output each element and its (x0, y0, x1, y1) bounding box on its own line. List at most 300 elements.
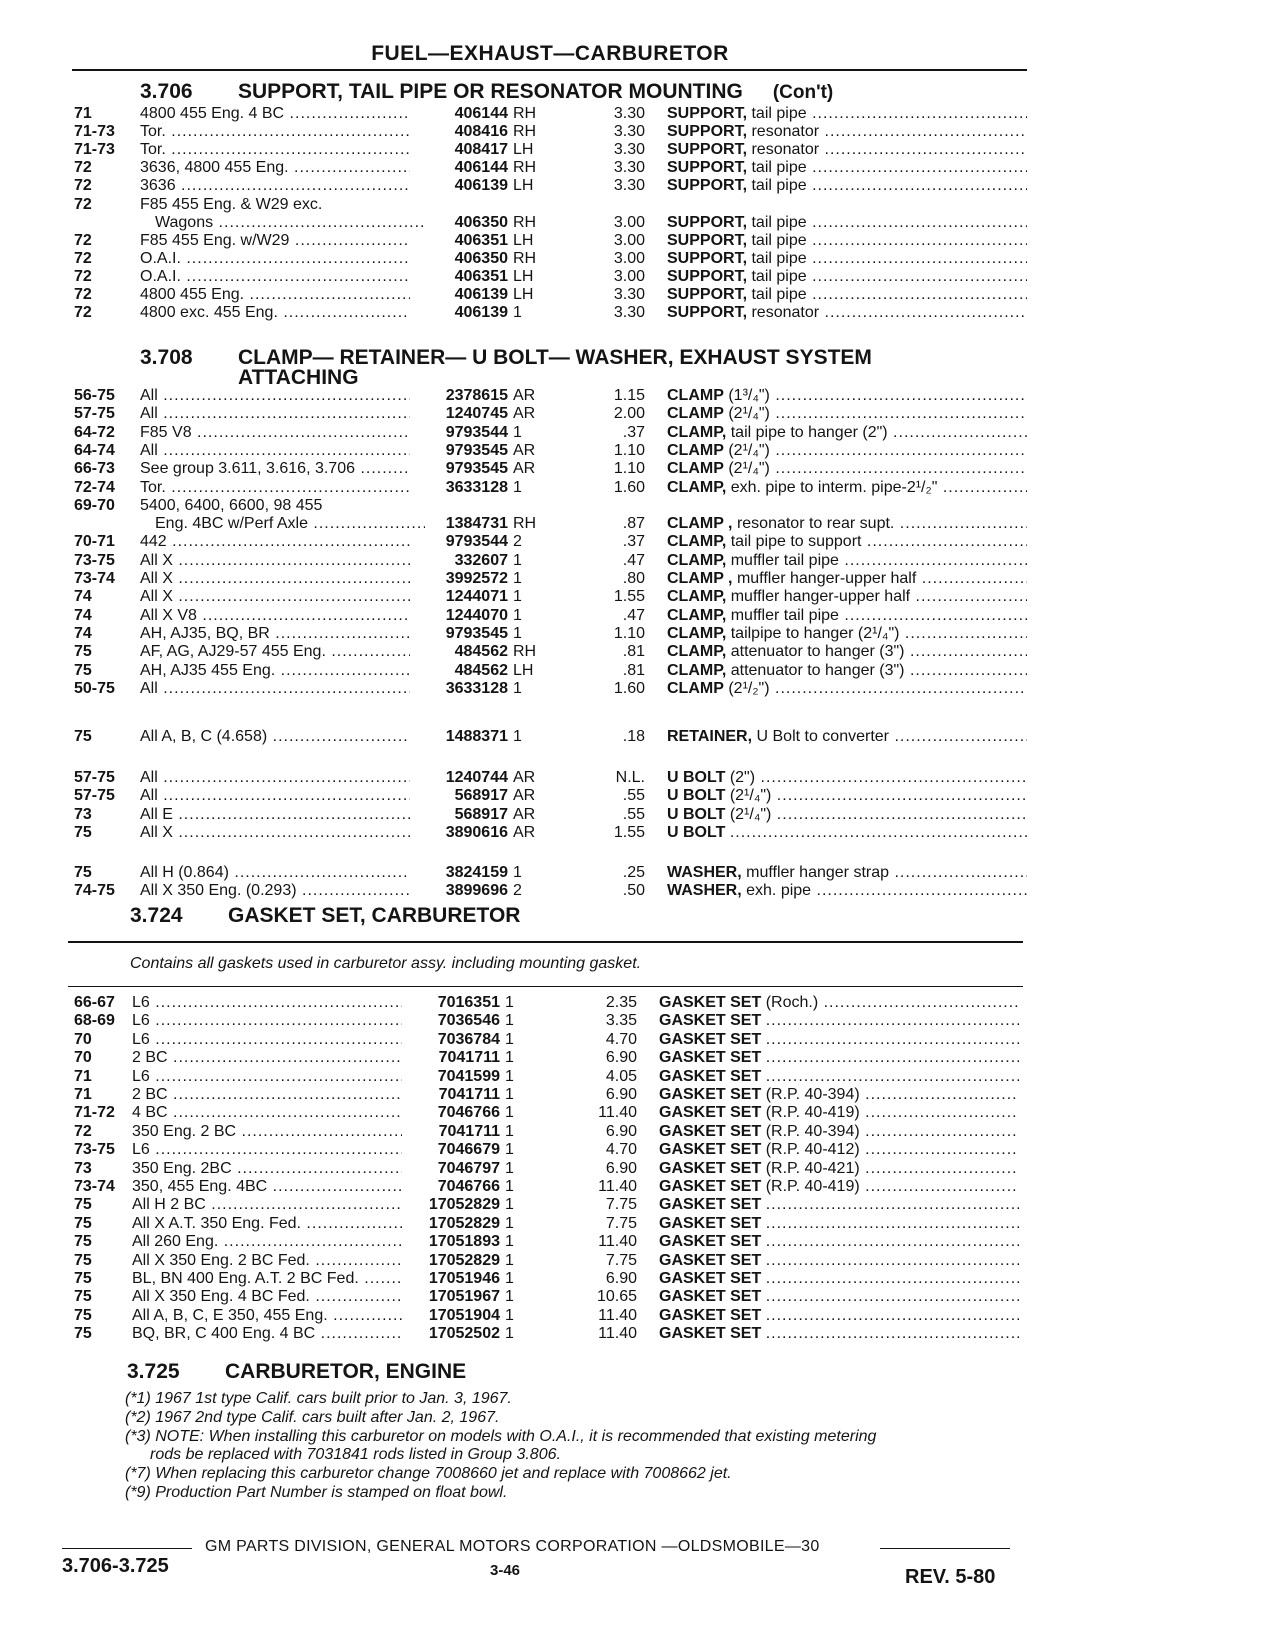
part-number: 9793545 (445, 441, 508, 459)
part-name-primary: GASKET SET (659, 1122, 762, 1140)
model-description: All ..... (140, 404, 410, 423)
part-number: 7036784 (437, 1030, 500, 1048)
table-row (0, 1103, 1280, 1122)
part-name-detail: (1³/₄") (728, 387, 770, 404)
part-name-detail: resonator (751, 141, 820, 159)
year-range: 73 (74, 1159, 92, 1177)
quantity: 1 (505, 1270, 514, 1287)
model-description: All X 350 Eng. 2 BC Fed. ..... (132, 1251, 402, 1270)
part-name (659, 1306, 1019, 1325)
table-row (0, 532, 1280, 551)
part-name-detail: muffler hanger-upper half (730, 588, 911, 606)
year-range: 71 (74, 1086, 92, 1103)
model-description: 4 BC ..... (132, 1103, 402, 1122)
part-number: 1244071 (445, 588, 508, 606)
part-name (659, 993, 1019, 1012)
model-description: 350 Eng. 2BC ..... (132, 1159, 402, 1178)
model-description: 350, 455 Eng. 4BC ..... (132, 1177, 402, 1196)
quantity: 1 (513, 423, 522, 441)
price: 1.10 (613, 441, 645, 459)
part-name-detail: tail pipe (751, 105, 807, 122)
quantity: 2 (513, 533, 522, 551)
part-name (659, 1232, 1019, 1251)
part-name (667, 768, 1027, 787)
table-row (0, 176, 1280, 195)
part-name-detail: (R.P. 40-419) (765, 1178, 860, 1195)
price: 1.55 (613, 823, 645, 841)
section-3708-heading (140, 348, 872, 388)
part-number: 1488371 (445, 728, 508, 745)
model-description: F85 455 Eng. & W29 exc. (140, 195, 323, 213)
part-name (667, 606, 1027, 625)
part-name-primary: CLAMP, (667, 661, 727, 679)
price: 1.10 (613, 460, 645, 478)
price: .55 (622, 805, 645, 823)
part-name (659, 1067, 1019, 1086)
part-name (667, 727, 1027, 746)
table-row (0, 478, 1280, 497)
part-name (667, 661, 1027, 680)
year-range: 75 (74, 1306, 92, 1324)
table-row (0, 1287, 1280, 1306)
part-name-primary: U BOLT (667, 823, 726, 841)
part-name (667, 478, 1027, 497)
price: 3.30 (613, 123, 645, 141)
year-range: 71-73 (74, 123, 115, 141)
part-number: 17051967 (428, 1288, 500, 1306)
part-name (659, 1177, 1019, 1196)
table-row (0, 805, 1280, 824)
model-description: O.A.I. ..... (140, 267, 410, 286)
year-range: 71 (74, 105, 92, 122)
model-description: O.A.I. ..... (140, 249, 410, 268)
part-name-primary: CLAMP, (667, 624, 727, 642)
quantity: 1 (505, 1288, 514, 1306)
part-number: 17052502 (428, 1325, 500, 1343)
section-title: CLAMP— RETAINER— U BOLT— WASHER, EXHAUST SYSTEM (238, 346, 872, 369)
year-range: 72 (74, 177, 92, 195)
part-name-detail: (R.P. 40-412) (765, 1141, 860, 1159)
table-row (0, 249, 1280, 268)
model-description: AF, AG, AJ29-57 455 Eng. ..... (140, 642, 410, 661)
footer-page-number: 3-46 (490, 1562, 521, 1579)
quantity: 1 (513, 304, 522, 322)
table-row (0, 441, 1280, 460)
part-name-detail: exh. pipe to interm. pipe-2¹/₂" (730, 478, 938, 496)
price: .37 (622, 533, 645, 551)
table-row (0, 642, 1280, 661)
part-number: 406144 (454, 105, 508, 122)
note-rule (68, 986, 1023, 987)
part-number: 7046766 (437, 1178, 500, 1195)
model-description: BL, BN 400 Eng. A.T. 2 BC Fed. ..... (132, 1269, 402, 1288)
part-number: 7046797 (437, 1159, 500, 1177)
section-subtitle: ATTACHING (238, 366, 359, 389)
part-name-primary: SUPPORT, (667, 286, 748, 303)
table-row (0, 267, 1280, 286)
footnote: (*7) When replacing this carburetor change 7008660 jet and replace with 7008662 jet. (125, 1465, 732, 1482)
part-name (659, 1269, 1019, 1288)
price: .81 (622, 643, 645, 661)
part-name (667, 176, 1027, 195)
part-name (659, 1324, 1019, 1343)
part-name (667, 881, 1027, 900)
model-description: L6 ..... (132, 1011, 402, 1030)
quantity: LH (513, 661, 534, 679)
part-name-primary: GASKET SET (659, 1086, 762, 1103)
part-number: 1240745 (445, 405, 508, 423)
year-range: 72 (74, 267, 92, 285)
year-range: 74 (74, 624, 92, 642)
year-range: 71 (74, 1067, 92, 1085)
part-number: 408416 (454, 123, 508, 141)
part-name (667, 642, 1027, 661)
price: .50 (622, 882, 645, 900)
model-description: AH, AJ35 455 Eng. ..... (140, 661, 410, 680)
part-number: 3633128 (445, 478, 508, 496)
part-number: 3899696 (445, 882, 508, 900)
table-row (0, 1324, 1280, 1343)
model-description: All X ..... (140, 823, 410, 842)
part-name (667, 786, 1027, 805)
part-name (667, 679, 1027, 698)
price: .18 (622, 728, 645, 745)
footnote: (*9) Production Part Number is stamped on float bowl. (125, 1484, 508, 1501)
year-range: 75 (74, 1196, 92, 1214)
part-number: 17052829 (428, 1251, 500, 1269)
part-name-primary: CLAMP, (667, 533, 727, 551)
year-range: 75 (74, 1288, 92, 1306)
model-description: See group 3.611, 3.616, 3.706 ..... (140, 459, 410, 478)
part-name-detail: resonator (751, 123, 820, 141)
year-range: 74-75 (74, 882, 115, 900)
section-3725-heading (127, 1362, 466, 1382)
table-row (0, 514, 1280, 533)
part-name (667, 459, 1027, 478)
part-name-detail: tail pipe to hanger (2") (730, 423, 888, 441)
part-name-detail: U Bolt to converter (756, 728, 889, 745)
part-name (667, 514, 1027, 533)
table-row (0, 140, 1280, 159)
part-name-primary: CLAMP (667, 405, 724, 423)
part-number: 3633128 (445, 679, 508, 697)
part-name (659, 1251, 1019, 1270)
part-name (667, 423, 1027, 442)
table-row (0, 1122, 1280, 1141)
quantity: LH (513, 286, 534, 303)
quantity: 1 (505, 1251, 514, 1269)
quantity: 1 (513, 478, 522, 496)
quantity: 1 (513, 728, 522, 745)
part-name-primary: GASKET SET (659, 994, 762, 1011)
part-name (659, 1085, 1019, 1104)
year-range: 75 (74, 823, 92, 841)
part-name (659, 1195, 1019, 1214)
table-row (0, 459, 1280, 478)
quantity: RH (513, 643, 537, 661)
part-name-detail: tail pipe (751, 286, 807, 303)
quantity: AR (513, 405, 536, 423)
table-row (0, 1214, 1280, 1233)
part-name-detail: tailpipe to hanger (2¹/₄") (730, 624, 900, 642)
year-range: 71-72 (74, 1104, 115, 1122)
price: 1.55 (613, 588, 645, 606)
part-name-detail: (2¹/₄") (728, 460, 770, 478)
table-row (0, 823, 1280, 842)
quantity: 1 (513, 551, 522, 569)
quantity: RH (513, 105, 537, 122)
part-name-primary: WASHER, (667, 882, 742, 900)
part-name (667, 569, 1027, 588)
model-description: All H 2 BC ..... (132, 1195, 402, 1214)
year-range: 70 (74, 1030, 92, 1048)
quantity: 1 (505, 1086, 514, 1103)
part-name-detail: (2¹/₄") (729, 787, 772, 805)
model-description: Tor. ..... (140, 122, 410, 141)
part-name-primary: RETAINER, (667, 728, 753, 745)
table-row (0, 863, 1280, 882)
part-number: 7041599 (437, 1067, 500, 1085)
quantity: 1 (513, 606, 522, 624)
price: 1.60 (613, 679, 645, 697)
table-row (0, 727, 1280, 746)
part-name-primary: SUPPORT, (667, 267, 748, 285)
part-number: 332607 (454, 551, 508, 569)
year-range: 57-75 (74, 405, 115, 423)
part-name-primary: CLAMP (667, 460, 724, 478)
quantity: 1 (505, 994, 514, 1011)
section-3724-heading (130, 906, 520, 926)
part-number: 406351 (454, 267, 508, 285)
year-range: 50-75 (74, 679, 115, 697)
header-rule (72, 69, 1027, 71)
table-row (0, 386, 1280, 405)
price: .47 (622, 551, 645, 569)
table-row (0, 1048, 1280, 1067)
part-number: 3824159 (445, 864, 508, 881)
part-name (659, 1030, 1019, 1049)
table-row (0, 404, 1280, 423)
part-name-detail: muffler hanger strap (746, 864, 890, 881)
table-row (0, 768, 1280, 787)
part-name (667, 285, 1027, 304)
year-range: 69-70 (74, 496, 115, 514)
part-name-detail: (2¹/₄") (729, 805, 772, 823)
part-name-primary: GASKET SET (659, 1141, 762, 1159)
part-name-detail: muffler tail pipe (730, 606, 839, 624)
section-title: GASKET SET, CARBURETOR (228, 904, 521, 927)
model-description: 3636 ..... (140, 176, 410, 195)
year-range: 74 (74, 606, 92, 624)
model-description: All X V8 ..... (140, 606, 410, 625)
quantity: AR (513, 460, 536, 478)
year-range: 72 (74, 231, 92, 249)
quantity: 1 (505, 1141, 514, 1159)
footnote: (*1) 1967 1st type Calif. cars built prior to Jan. 3, 1967. (125, 1390, 512, 1407)
table-row (0, 587, 1280, 606)
footnote: (*2) 1967 2nd type Calif. cars built after Jan. 2, 1967. (125, 1409, 500, 1426)
model-description: Tor. ..... (140, 140, 410, 159)
price: 11.40 (598, 1233, 637, 1251)
model-description: All A, B, C, E 350, 455 Eng. ..... (132, 1306, 402, 1325)
part-number: 17051904 (428, 1306, 500, 1324)
year-range: 73 (74, 805, 92, 823)
year-range: 68-69 (74, 1012, 115, 1030)
part-number: 9793545 (445, 460, 508, 478)
part-name-primary: SUPPORT, (667, 123, 748, 141)
model-description: All X 350 Eng. (0.293) ..... (140, 881, 410, 900)
price: .80 (622, 570, 645, 587)
model-description: 2 BC ..... (132, 1048, 402, 1067)
part-number: 484562 (454, 643, 508, 661)
model-description: 350 Eng. 2 BC ..... (132, 1122, 402, 1141)
part-name-detail: (R.P. 40-394) (765, 1086, 860, 1103)
year-range: 75 (74, 1233, 92, 1251)
part-name-detail: (Roch.) (765, 994, 819, 1011)
part-name (659, 1103, 1019, 1122)
part-name-detail: tail pipe (751, 267, 807, 285)
quantity: 1 (505, 1104, 514, 1122)
price: 4.70 (605, 1141, 637, 1159)
part-number: 7041711 (438, 1049, 500, 1067)
part-number: 9793544 (445, 533, 508, 551)
year-range: 64-72 (74, 423, 115, 441)
part-name-detail: tail pipe (751, 177, 807, 195)
footer-rule-left (62, 1548, 192, 1549)
part-name-primary: SUPPORT, (667, 231, 748, 249)
price: 11.40 (598, 1178, 637, 1195)
part-name-primary: GASKET SET (659, 1214, 762, 1232)
footnote: (*3) NOTE: When installing this carburetor on models with O.A.I., it is recommended that existing metering (125, 1428, 877, 1445)
year-range: 75 (74, 864, 92, 881)
quantity: 1 (505, 1233, 514, 1251)
part-name-primary: CLAMP, (667, 606, 727, 624)
model-description: 3636, 4800 455 Eng. ..... (140, 158, 410, 177)
quantity: AR (513, 441, 536, 459)
model-description: All H (0.864) ..... (140, 863, 410, 882)
part-name-primary: CLAMP, (667, 588, 727, 606)
part-name (667, 441, 1027, 460)
table-row (0, 569, 1280, 588)
year-range: 75 (74, 1325, 92, 1343)
part-name (667, 231, 1027, 250)
year-range: 72 (74, 1122, 92, 1140)
table-row (0, 786, 1280, 805)
part-name-detail: tail pipe (751, 249, 807, 267)
price: .25 (622, 864, 645, 881)
part-name-detail: resonator (751, 304, 820, 322)
part-name-primary: CLAMP , (667, 515, 733, 533)
quantity: RH (513, 213, 537, 231)
year-range: 72 (74, 249, 92, 267)
part-number: 406139 (454, 286, 508, 303)
part-name (667, 624, 1027, 643)
part-name-primary: CLAMP , (667, 570, 733, 587)
year-range: 64-74 (74, 441, 115, 459)
quantity: LH (513, 231, 534, 249)
part-name-detail: (R.P. 40-421) (765, 1159, 860, 1177)
section-number: 3.724 (130, 904, 183, 927)
quantity: 1 (505, 1122, 514, 1140)
part-name-primary: U BOLT (667, 787, 726, 805)
part-number: 568917 (454, 787, 508, 805)
footer-revision: REV. 5-80 (905, 1566, 996, 1588)
part-number: 3890616 (445, 823, 508, 841)
quantity: 1 (505, 1196, 514, 1214)
table-row (0, 1067, 1280, 1086)
part-number: 7036546 (437, 1012, 500, 1030)
model-description: All A, B, C (4.658) ..... (140, 727, 410, 746)
part-name-detail: (R.P. 40-394) (765, 1122, 860, 1140)
price: .55 (622, 787, 645, 805)
table-row (0, 496, 1280, 515)
table-row (0, 679, 1280, 698)
part-name-primary: SUPPORT, (667, 249, 748, 267)
section-number: 3.708 (140, 346, 193, 369)
model-description: 442 ..... (140, 532, 410, 551)
price: 1.60 (613, 478, 645, 496)
quantity: 1 (505, 1325, 514, 1343)
year-range: 66-67 (74, 994, 115, 1011)
price: 3.00 (613, 267, 645, 285)
quantity: RH (513, 159, 537, 177)
part-name-detail: resonator to rear supt. (736, 515, 895, 533)
table-row (0, 195, 1280, 214)
part-name-primary: GASKET SET (659, 1251, 762, 1269)
part-name-primary: GASKET SET (659, 1306, 762, 1324)
price: .47 (622, 606, 645, 624)
part-name-detail: (2") (729, 769, 756, 786)
section-title: SUPPORT, TAIL PIPE OR RESONATOR MOUNTING (238, 80, 743, 103)
table-row (0, 1195, 1280, 1214)
year-range: 57-75 (74, 787, 115, 805)
table-row (0, 624, 1280, 643)
part-name (667, 386, 1027, 405)
quantity: LH (513, 267, 534, 285)
part-name (667, 158, 1027, 177)
year-range: 75 (74, 1251, 92, 1269)
year-range: 75 (74, 1270, 92, 1287)
part-name-primary: SUPPORT, (667, 141, 748, 159)
part-number: 1384731 (445, 515, 508, 533)
part-name (659, 1048, 1019, 1067)
model-description: F85 455 Eng. w/W29 ..... (140, 231, 410, 250)
quantity: LH (513, 141, 534, 159)
part-number: 17051893 (428, 1233, 500, 1251)
quantity: AR (513, 823, 536, 841)
quantity: 1 (505, 1159, 514, 1177)
section-number: 3.706 (140, 80, 193, 103)
price: 6.90 (605, 1049, 637, 1067)
part-number: 1240744 (445, 769, 508, 786)
part-name-primary: CLAMP, (667, 551, 727, 569)
quantity: 1 (505, 1012, 514, 1030)
year-range: 73-75 (74, 1141, 115, 1159)
price: 3.30 (613, 105, 645, 122)
part-number: 17052829 (428, 1196, 500, 1214)
part-name-primary: SUPPORT, (667, 213, 748, 231)
table-row (0, 1232, 1280, 1251)
model-description: All 260 Eng. ..... (132, 1232, 402, 1251)
part-name-detail: tail pipe (751, 159, 807, 177)
model-description: Eng. 4BC w/Perf Axle ..... (155, 514, 425, 533)
part-number: 568917 (454, 805, 508, 823)
part-number: 406350 (454, 249, 508, 267)
price: 11.40 (598, 1306, 637, 1324)
year-range: 75 (74, 661, 92, 679)
part-name-primary: GASKET SET (659, 1067, 762, 1085)
part-name (667, 551, 1027, 570)
